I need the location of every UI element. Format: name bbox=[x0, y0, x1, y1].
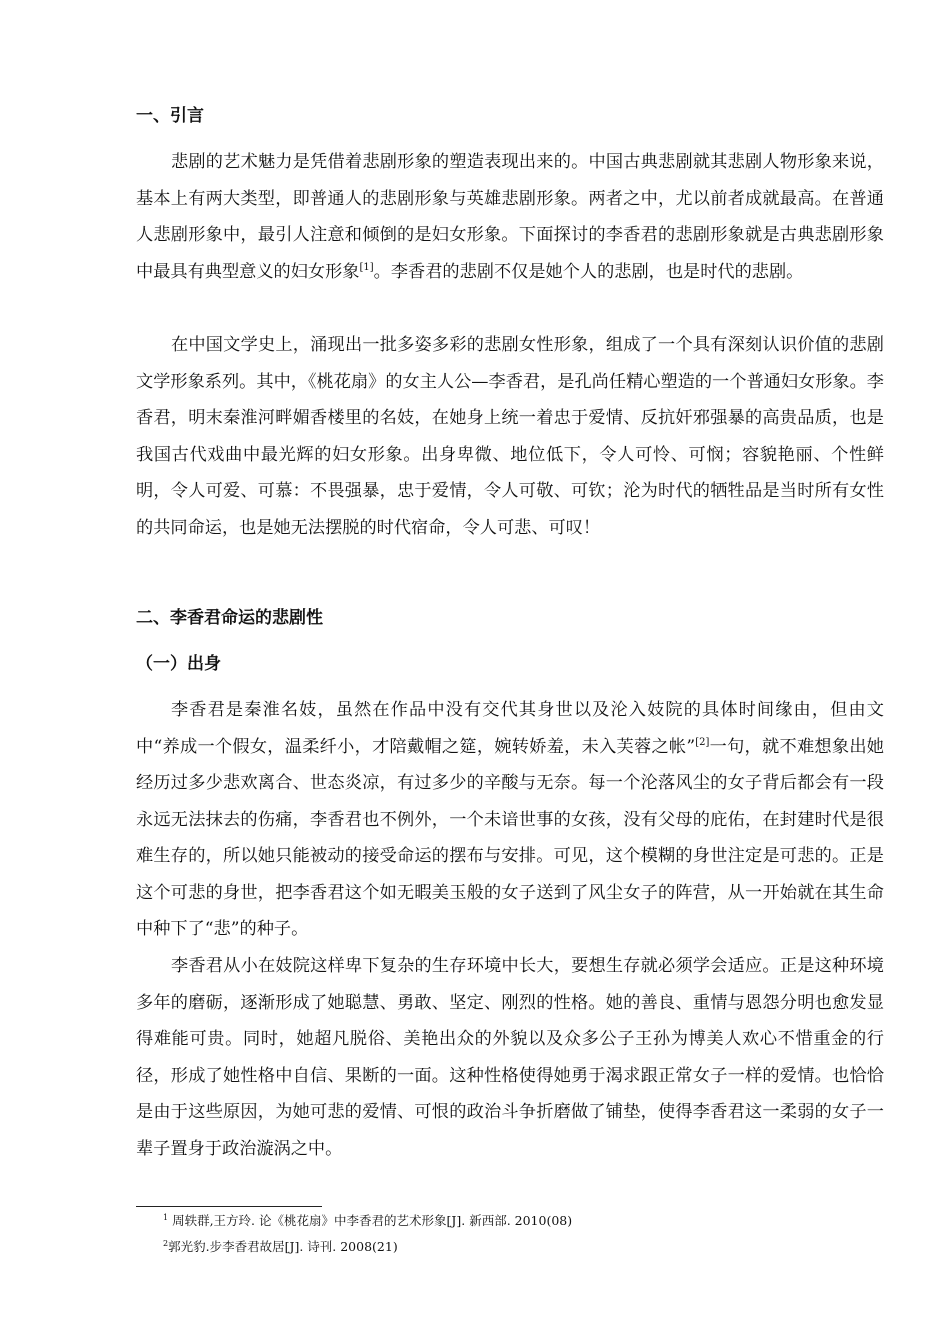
paragraph-text: 。李香君的悲剧不仅是她个人的悲剧，也是时代的悲剧。 bbox=[373, 261, 804, 282]
footnote-mark: 1 bbox=[163, 1213, 169, 1222]
subsection-heading-origin: （一）出身 bbox=[136, 654, 221, 674]
paragraph-intro-1 bbox=[136, 144, 884, 290]
paragraph-text: 李香君是秦淮名妓，虽然在作品中没有交代其身世以及沦入妓院的具体时间缘由，但由文中“养成一个假女，温柔纤小，才陪戴帽之筵，婉转娇羞，未入芙蓉之帐” bbox=[136, 700, 884, 757]
paragraph-intro-2: 在中国文学史上，涌现出一批多姿多彩的悲剧女性形象，组成了一个具有深刻认识价值的悲剧文学形象系列。其中，《桃花扇》的女主人公—李香君，是孔尚任精心塑造的一个普通妇女形象。李香君，明末秦淮河畔媚香楼里的名妓，在她身上统一着忠于爱情、反抗奸邪强暴的高贵品质，也是我国古代戏曲中最光辉的妇女形象。出身卑微、地位低下，令人可怜、可悯；容貌艳丽、个性鲜明，令人可爱、可慕：不畏强暴，忠于爱情，令人可敬、可钦；沦为时代的牺牲品是当时所有女性的共同命运，也是她无法摆脱的时代宿命，令人可悲、可叹！ bbox=[136, 335, 884, 538]
citation-ref-2: [2] bbox=[695, 736, 710, 748]
footnote-mark: 2 bbox=[163, 1239, 169, 1248]
citation-ref-1: [1] bbox=[359, 261, 374, 273]
footnote-text: 周轶群,王方玲. 论《桃花扇》中李香君的艺术形象[J]. 新西部. 2010(08) bbox=[168, 1213, 573, 1228]
footnote-2 bbox=[163, 1238, 398, 1256]
footnote-1 bbox=[163, 1212, 572, 1230]
paragraph-text: 悲剧的艺术魅力是凭借着悲剧形象的塑造表现出来的。中国古典悲剧就其悲剧人物形象来说，基本上有两大类型，即普通人的悲剧形象与英雄悲剧形象。两者之中，尤以前者成就最高。在普通人悲剧形象中，最引人注意和倾倒的是妇女形象。下面探讨的李香君的悲剧形象就是古典悲剧形象中最具有典型意义的妇女形象 bbox=[136, 152, 884, 282]
footnote-text: 郭光豹.步李香君故居[J]. 诗刊. 2008(21) bbox=[168, 1239, 398, 1254]
footnote-separator bbox=[136, 1206, 322, 1207]
paragraph-origin-1 bbox=[136, 692, 884, 948]
section-heading-fate: 二、李香君命运的悲剧性 bbox=[136, 608, 323, 628]
paragraph-origin-2: 李香君从小在妓院这样卑下复杂的生存环境中长大，要想生存就必须学会适应。正是这种环境多年的磨砺，逐渐形成了她聪慧、勇敢、坚定、刚烈的性格。她的善良、重情与恩怨分明也愈发显得难能可贵。同时，她超凡脱俗、美艳出众的外貌以及众多公子王孙为博美人欢心不惜重金的行径，形成了她性格中自信、果断的一面。这种性格使得她勇于渴求跟正常女子一样的爱情。也恰恰是由于这些原因，为她可悲的爱情、可恨的政治斗争折磨做了铺垫，使得李香君这一柔弱的女子一辈子置身于政治漩涡之中。 bbox=[136, 956, 884, 1159]
section-heading-introduction: 一、引言 bbox=[136, 106, 204, 126]
paragraph-text: 一句，就不难想象出她经历过多少悲欢离合、世态炎凉，有过多少的辛酸与无奈。每一个沦落风尘的女子背后都会有一段永远无法抹去的伤痛，李香君也不例外，一个未谙世事的女孩，没有父母的庇佑，在封建时代是很难生存的，所以她只能被动的接受命运的摆布与安排。可见，这个模糊的身世注定是可悲的。正是这个可悲的身世，把李香君这个如无暇美玉般的女子送到了风尘女子的阵营，从一开始就在其生命中种下了“悲”的种子。 bbox=[136, 736, 884, 939]
